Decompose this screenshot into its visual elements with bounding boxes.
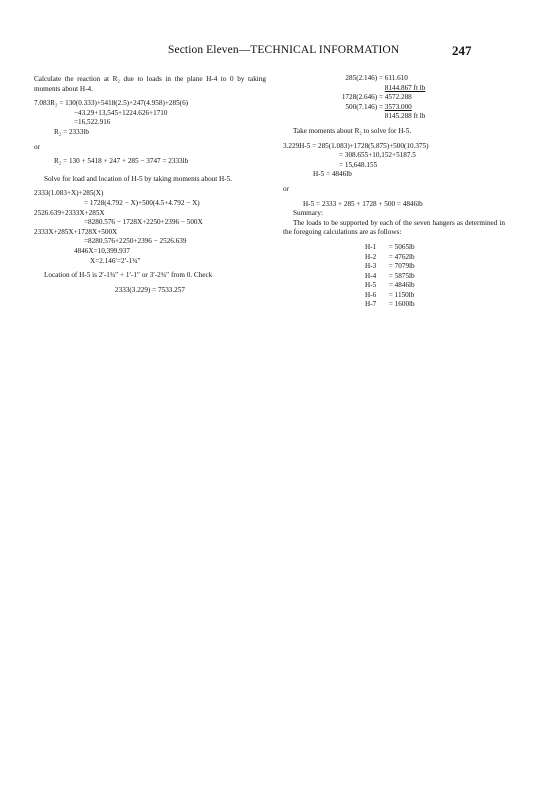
equation-line: 2526.639+2333X+285X [34, 208, 105, 217]
equation-line: 7.083R₂ = 130(0.333)+5418(2.5)+247(4.958)+285(6) [34, 99, 189, 108]
load-row: H-6 = 1150lb [365, 290, 415, 299]
equation-line: X=2.146′=2′-1¾″ [90, 256, 141, 265]
paragraph-intro: Calculate the reaction at R₂ due to loads in the plane H-4 to 0 by taking moments about H-4. [34, 75, 266, 93]
load-row: H-5 = 4846lb [365, 281, 415, 290]
equation-line: H-5 = 4846lb [313, 170, 352, 179]
equation-line: 2333(1.083+X)+285(X) [34, 189, 104, 198]
equation-line: 4846X=10,399.937 [74, 246, 130, 255]
equation-line: R₂ = 2333lb [54, 127, 89, 136]
page-header [0, 44, 547, 60]
equation-line: =8280.576+2250+2396 − 2526.639 [84, 237, 187, 246]
check-line: 1728(2.646) = 4572.288 [341, 93, 412, 102]
equation-line: −43.29+13,545+1224.626+1710 [74, 108, 168, 117]
load-row: H-3 = 7079lb [365, 262, 415, 271]
check-line: 2333(3.229) = 7533.257 [115, 285, 185, 294]
check-line: 285(2.146) = 611.610 [345, 74, 408, 82]
equation-line: = 308.655+10,152+5187.5 [339, 151, 416, 160]
paragraph-location: Location of H-5 is 2′-1¾″ + 1′-1″ or 3′-2¾″ from 0. Check [44, 271, 213, 280]
load-row: H-2 = 4762lb [365, 252, 415, 261]
load-row: H-4 = 5875lb [365, 271, 415, 280]
equation-line: H-5 = 2333 + 285 + 1728 + 500 = 4846lb [303, 199, 423, 208]
equation-line: = 1728(4.792 − X)+500(4.5+4.792 − X) [84, 198, 200, 207]
left-column [34, 75, 266, 295]
load-row: H-1 = 5065lb [365, 242, 415, 251]
equation-line: =8280.576 − 1728X+2250+2396 − 500X [84, 218, 203, 227]
load-row: H-7 = 1600lb [365, 300, 415, 309]
equation-line: 2333X+285X+1728X+500X [34, 227, 118, 236]
or-label: or [34, 142, 40, 151]
page-number: 247 [452, 43, 472, 58]
section-title: Section Eleven—TECHNICAL INFORMATION [168, 44, 400, 56]
equation-line: 3.229H-5 = 285(1.083)+1728(5.875)+500(10.375) [283, 141, 429, 150]
right-column [283, 74, 505, 310]
or-label: or [283, 184, 289, 193]
equation-line: R₂ = 130 + 5418 + 247 + 285 − 3747 = 2333lb [54, 157, 189, 166]
paragraph-solve: Solve for load and location of H-5 by taking moments about H-5. [44, 174, 233, 183]
paragraph-moments: Take moments about R₂ to solve for H-5. [293, 126, 412, 135]
check-line: 8145.288 ft lb [384, 112, 426, 121]
summary-label: Summary: [293, 209, 323, 218]
equation-line: =16,522.916 [74, 118, 111, 127]
check-line: 500(7.146) = 3573.000 [345, 102, 412, 111]
paragraph-summary: The loads to be supported by each of the seven hangers as determined in the foregoing calculations are as follows: [283, 218, 505, 237]
equation-line: = 15,648.155 [339, 160, 378, 169]
check-line: 8144.867 ft lb [384, 83, 426, 92]
